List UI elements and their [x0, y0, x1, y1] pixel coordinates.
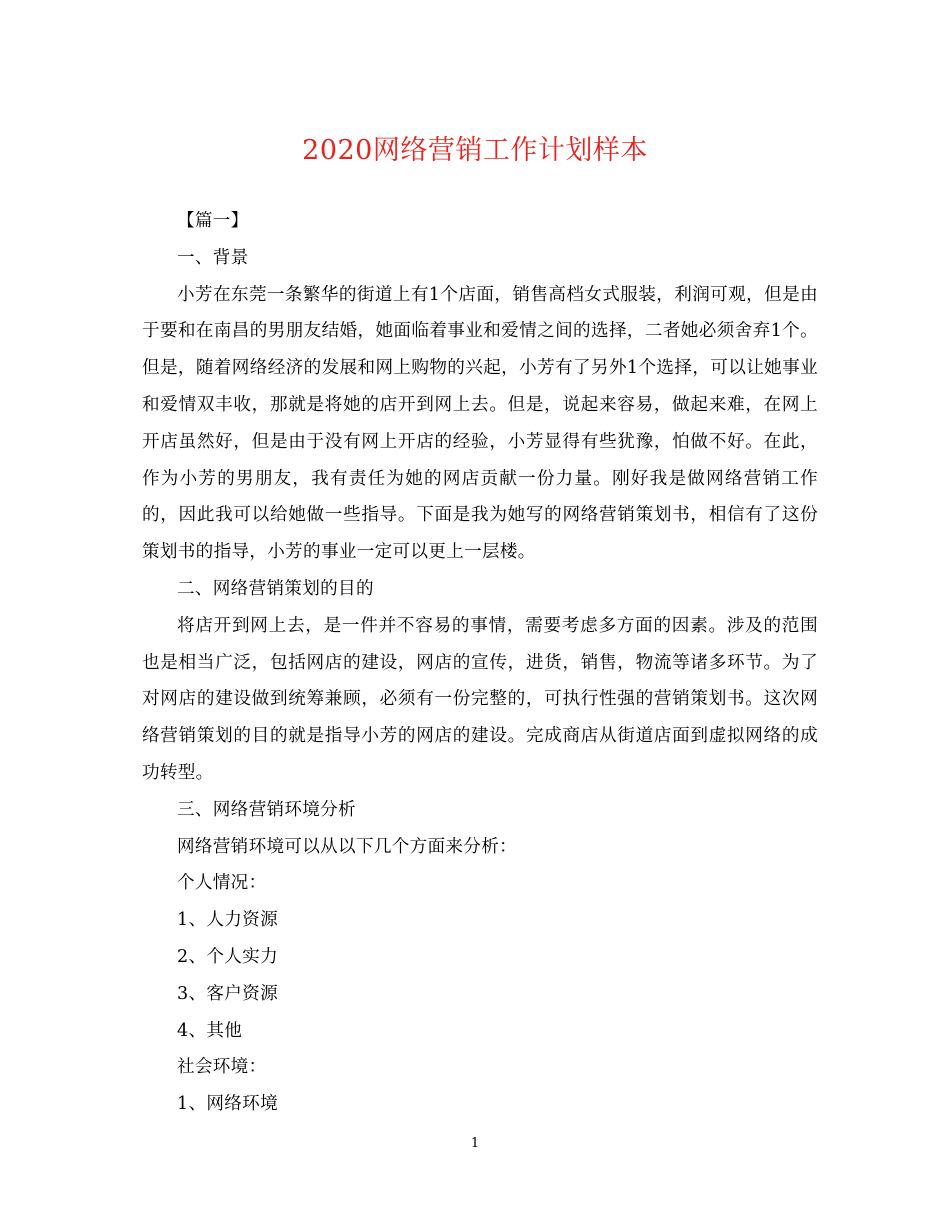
heading-background: 一、背景: [177, 247, 249, 268]
subheading-social: 社会环境：: [177, 1057, 267, 1078]
document-body: [142, 203, 818, 1123]
paragraph-background: 小芳在东莞一条繁华的街道上有1个店面，销售高档女式服装，利润可观，但是由于要和在南昌的男朋友结婚，她面临着事业和爱情之间的选择，二者她必须舍弃1个。但是，随着网络经济的发展和网上购物的兴起，小芳有了另外1个选择，可以让她事业和爱情双丰收，那就是将她的店开到网上去。但是，说起来容易，做起来难，在网上开店虽然好，但是由于没有网上开店的经验，小芳显得有些犹豫，怕做不好。在此，作为小芳的男朋友，我有责任为她的网店贡献一份力量。刚好我是做网络营销工作的，因此我可以给她做一些指导。下面是我为她写的网络营销策划书，相信有了这份策划书的指导，小芳的事业一定可以更上一层楼。: [142, 284, 818, 563]
paragraph-environment-intro: 网络营销环境可以从以下几个方面来分析：: [177, 836, 517, 857]
paragraph-purpose: 将店开到网上去，是一件并不容易的事情，需要考虑多方面的因素。涉及的范围也是相当广泛，包括网店的建设，网店的宣传，进货，销售，物流等诸多环节。为了对网店的建设做到统筹兼顾，必须有一份完整的，可执行性强的营销策划书。这次网络营销策划的目的就是指导小芳的网店的建设。完成商店从街道店面到虚拟网络的成功转型。: [142, 615, 818, 783]
heading-environment: 三、网络营销环境分析: [177, 799, 356, 820]
list-item: 2、个人实力: [177, 946, 278, 967]
document-title: 2020网络营销工作计划样本: [302, 135, 648, 166]
subheading-personal: 个人情况：: [177, 873, 267, 894]
section-label: 【篇一】: [177, 211, 249, 231]
page-number: 1: [470, 1136, 480, 1151]
heading-purpose: 二、网络营销策划的目的: [177, 578, 374, 599]
list-item: 1、网络环境: [177, 1094, 278, 1115]
list-item: 4、其他: [177, 1020, 243, 1041]
list-item: 1、人力资源: [177, 910, 278, 931]
list-item: 3、客户资源: [177, 983, 278, 1004]
